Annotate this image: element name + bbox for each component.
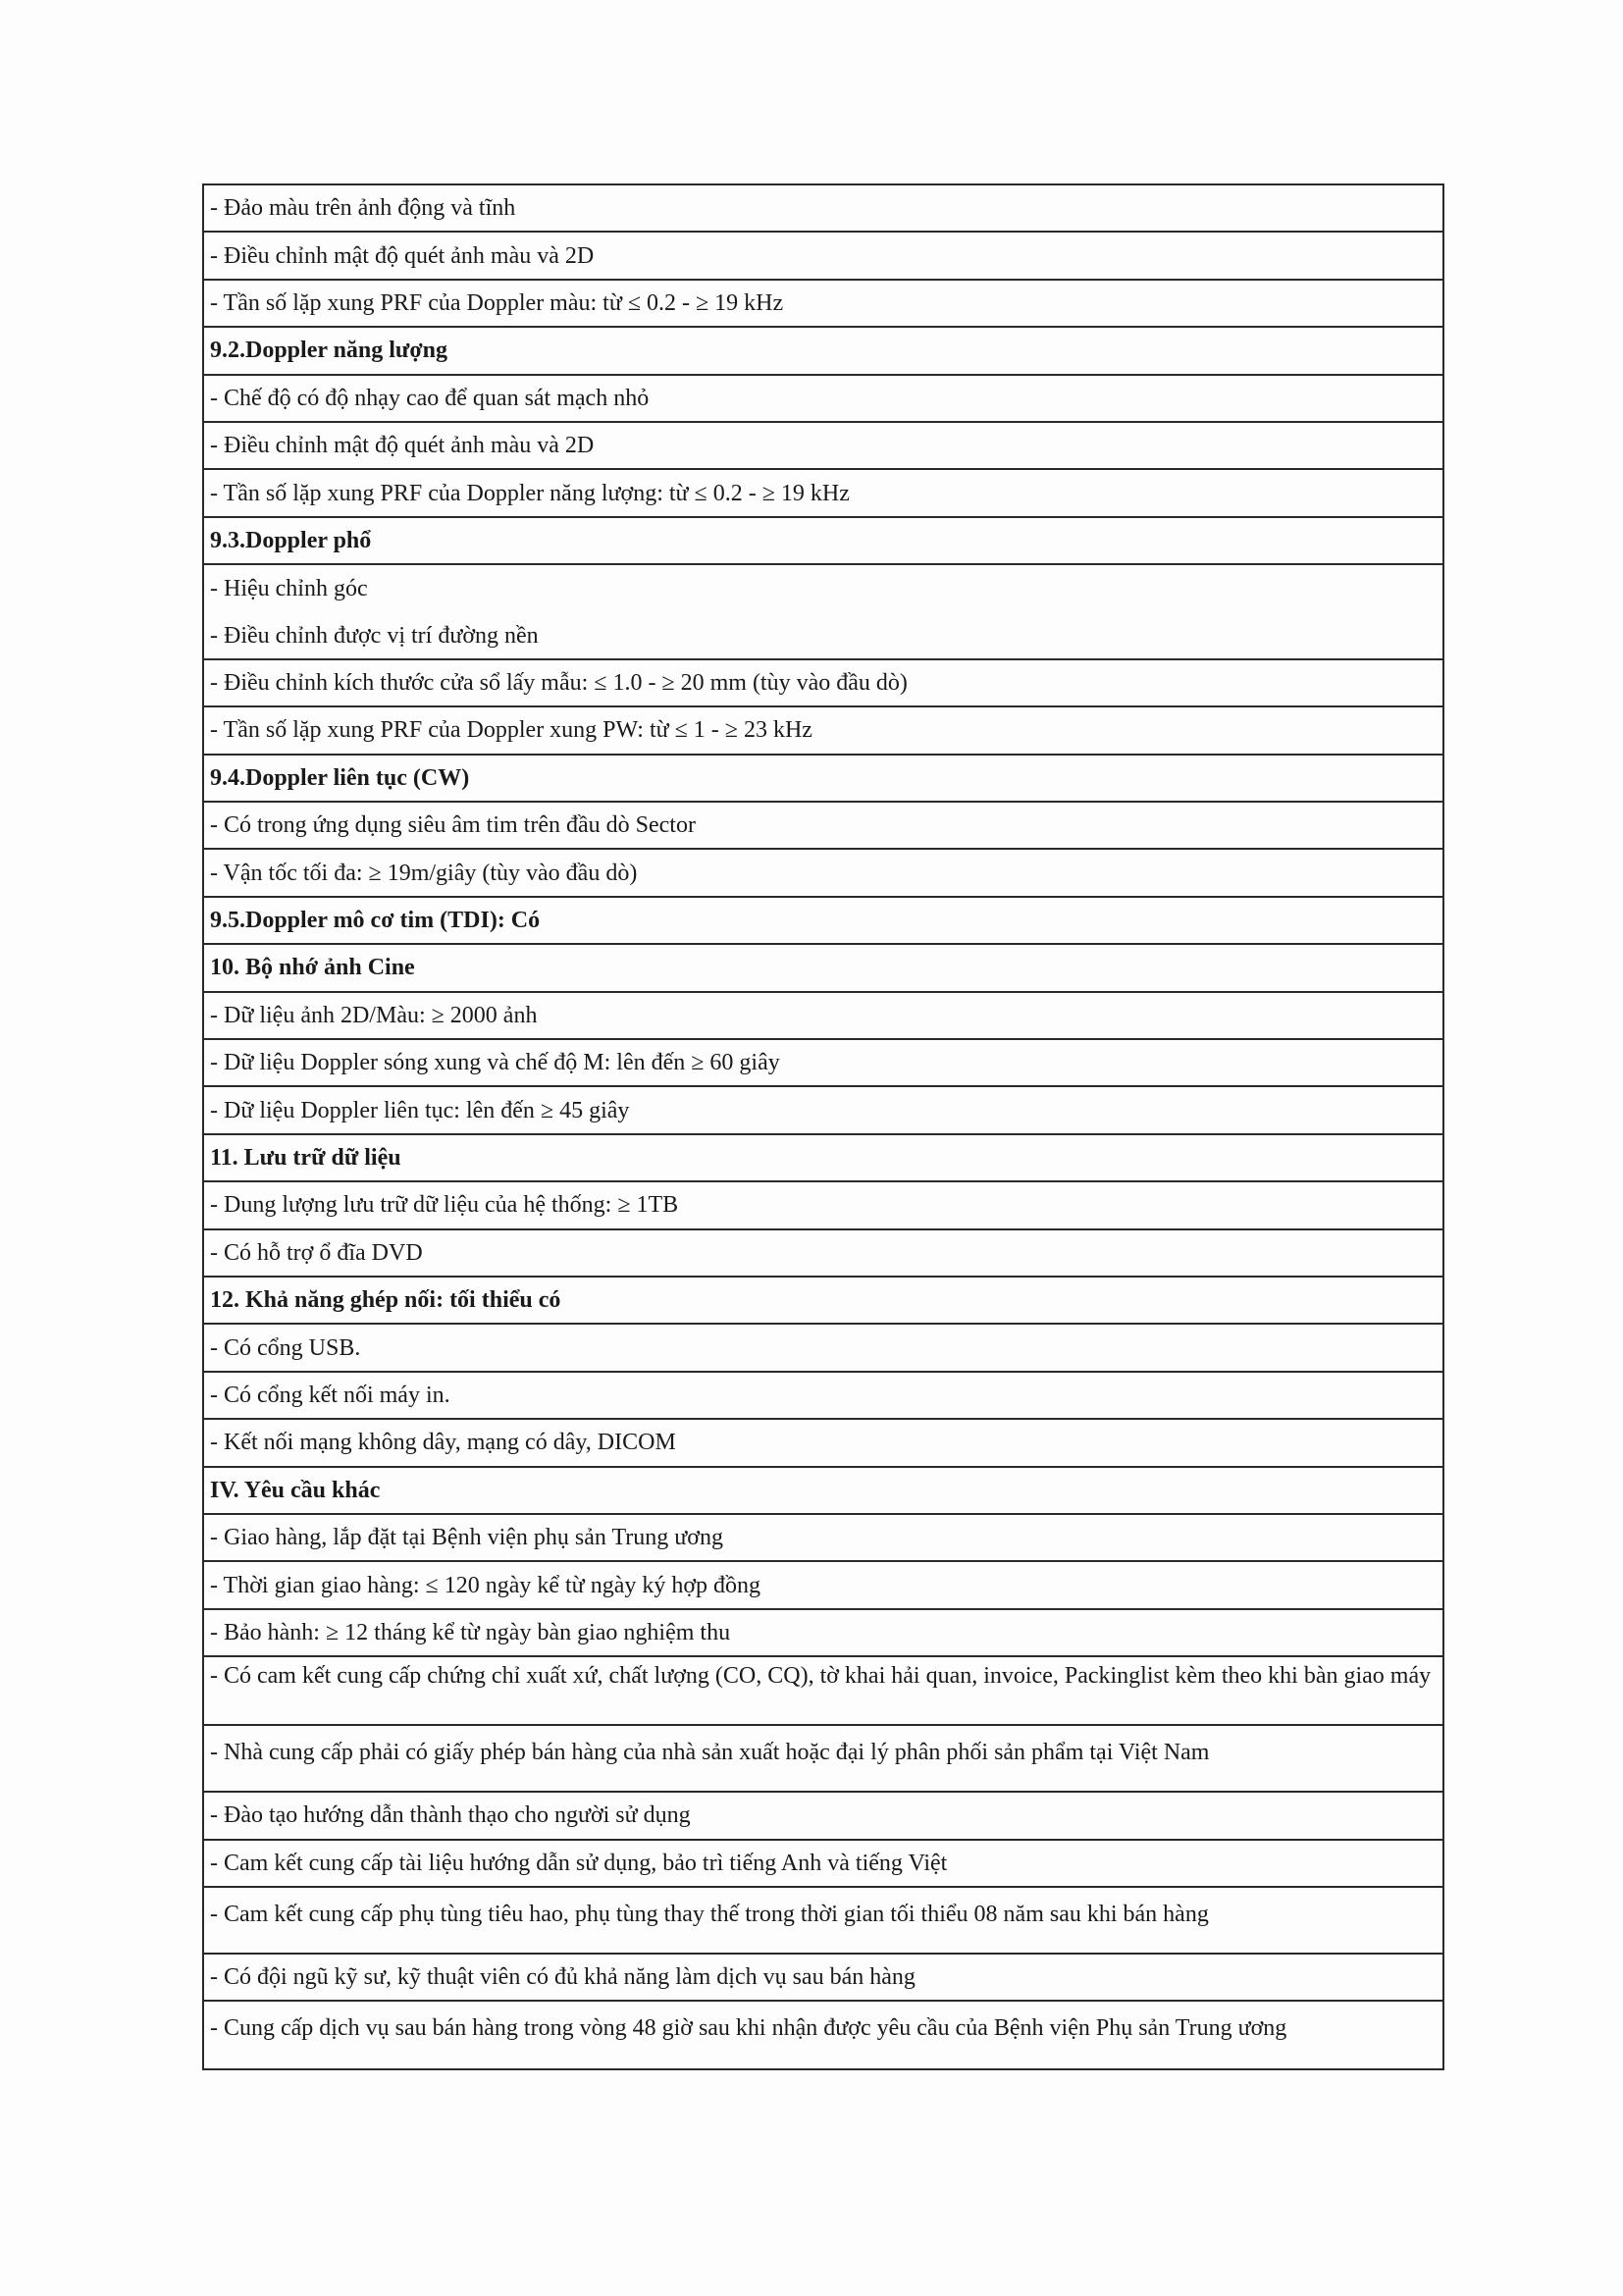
table-row <box>204 565 1442 612</box>
row-text: - Bảo hành: ≥ 12 tháng kể từ ngày bàn giao nghiệm thu <box>210 1619 731 1645</box>
table-row <box>204 1657 1442 1726</box>
row-text: - Đào tạo hướng dẫn thành thạo cho người sử dụng <box>210 1802 691 1829</box>
row-text: - Đảo màu trên ảnh động và tĩnh <box>210 195 516 222</box>
table-row <box>204 850 1442 897</box>
row-text: - Tần số lặp xung PRF của Doppler xung PW: từ ≤ 1 - ≥ 23 kHz <box>210 717 812 744</box>
row-text: - Có đội ngũ kỹ sư, kỹ thuật viên có đủ khả năng làm dịch vụ sau bán hàng <box>210 1964 916 1991</box>
heading-text: 10. Bộ nhớ ảnh Cine <box>210 955 415 981</box>
heading-text: 9.5.Doppler mô cơ tim (TDI): Có <box>210 908 541 934</box>
heading-text: 11. Lưu trữ dữ liệu <box>210 1145 401 1171</box>
table-row <box>204 470 1442 517</box>
table-row <box>204 803 1442 850</box>
row-text: - Nhà cung cấp phải có giấy phép bán hàng của nhà sản xuất hoặc đại lý phân phối sản phẩm tại Việt Nam <box>210 1740 1210 1766</box>
row-text: - Kết nối mạng không dây, mạng có dây, DICOM <box>210 1430 676 1456</box>
table-row <box>204 423 1442 470</box>
section-heading <box>204 756 1442 803</box>
table-row <box>204 281 1442 328</box>
section-heading <box>204 898 1442 945</box>
table-row <box>204 993 1442 1040</box>
table-row <box>204 660 1442 707</box>
row-text: - Điều chỉnh kích thước cửa sổ lấy mẫu: ≤ 1.0 - ≥ 20 mm (tùy vào đầu dò) <box>210 670 908 697</box>
table-row <box>204 1182 1442 1229</box>
row-text: - Có cam kết cung cấp chứng chỉ xuất xứ, chất lượng (CO, CQ), tờ khai hải quan, invoice, Packinglist kèm theo khi bàn giao máy <box>210 1663 1432 1690</box>
row-text: - Dung lượng lưu trữ dữ liệu của hệ thống: ≥ 1TB <box>210 1192 679 1219</box>
section-heading <box>204 945 1442 992</box>
row-text: - Chế độ có độ nhạy cao để quan sát mạch nhỏ <box>210 385 650 411</box>
row-text: - Cam kết cung cấp phụ tùng tiêu hao, phụ tùng thay thế trong thời gian tối thiểu 08 năm sau khi bán hàng <box>210 1901 1209 1927</box>
table-row <box>204 376 1442 423</box>
row-text: - Tần số lặp xung PRF của Doppler màu: từ ≤ 0.2 - ≥ 19 kHz <box>210 289 784 316</box>
heading-text: IV. Yêu cầu khác <box>210 1477 381 1503</box>
row-text: - Có cổng kết nối máy in. <box>210 1382 450 1408</box>
row-text: - Giao hàng, lắp đặt tại Bệnh viện phụ sản Trung ương <box>210 1525 723 1551</box>
row-text: - Có cổng USB. <box>210 1334 361 1361</box>
table-row <box>204 613 1442 660</box>
table-row <box>204 1793 1442 1840</box>
row-text: - Có hỗ trợ ổ đĩa DVD <box>210 1239 423 1266</box>
row-text: - Vận tốc tối đa: ≥ 19m/giây (tùy vào đầu dò) <box>210 860 638 886</box>
row-text: - Dữ liệu Doppler liên tục: lên đến ≥ 45 giây <box>210 1097 630 1123</box>
row-text: - Điều chỉnh mật độ quét ảnh màu và 2D <box>210 433 595 459</box>
table-row <box>204 1841 1442 1888</box>
table-row <box>204 1230 1442 1278</box>
table-row <box>204 1888 1442 1955</box>
row-text: - Cung cấp dịch vụ sau bán hàng trong vòng 48 giờ sau khi nhận được yêu cầu của Bệnh viện Phụ sản Trung ương <box>210 2015 1287 2042</box>
row-text: - Hiệu chỉnh góc <box>210 576 368 602</box>
table-row <box>204 1515 1442 1562</box>
table-row <box>204 2002 1442 2068</box>
section-heading <box>204 1468 1442 1515</box>
row-text: - Điều chỉnh được vị trí đường nền <box>210 622 539 649</box>
section-heading <box>204 518 1442 565</box>
heading-text: 9.4.Doppler liên tục (CW) <box>210 764 470 791</box>
row-text: - Điều chỉnh mật độ quét ảnh màu và 2D <box>210 242 595 269</box>
row-text: - Có trong ứng dụng siêu âm tim trên đầu dò Sector <box>210 812 696 839</box>
row-text: - Cam kết cung cấp tài liệu hướng dẫn sử dụng, bảo trì tiếng Anh và tiếng Việt <box>210 1850 948 1876</box>
row-text: - Tần số lặp xung PRF của Doppler năng lượng: từ ≤ 0.2 - ≥ 19 kHz <box>210 480 850 506</box>
table-row <box>204 1373 1442 1420</box>
section-heading <box>204 1278 1442 1325</box>
table-row <box>204 185 1442 233</box>
table-row <box>204 1955 1442 2002</box>
heading-text: 12. Khả năng ghép nối: tối thiểu có <box>210 1287 561 1314</box>
table-row <box>204 1610 1442 1657</box>
table-row <box>204 1087 1442 1134</box>
spec-table <box>202 183 1444 2070</box>
row-text: - Thời gian giao hàng: ≤ 120 ngày kể từ ngày ký hợp đồng <box>210 1572 761 1598</box>
section-heading <box>204 1135 1442 1182</box>
table-row <box>204 707 1442 755</box>
row-text: - Dữ liệu ảnh 2D/Màu: ≥ 2000 ảnh <box>210 1002 538 1028</box>
section-heading <box>204 328 1442 375</box>
table-row <box>204 1420 1442 1467</box>
heading-text: 9.2.Doppler năng lượng <box>210 338 447 364</box>
table-row <box>204 1726 1442 1793</box>
table-row <box>204 1040 1442 1087</box>
row-text: - Dữ liệu Doppler sóng xung và chế độ M: lên đến ≥ 60 giây <box>210 1050 780 1076</box>
table-row <box>204 233 1442 280</box>
table-row <box>204 1562 1442 1609</box>
heading-text: 9.3.Doppler phổ <box>210 527 372 553</box>
table-row <box>204 1325 1442 1372</box>
